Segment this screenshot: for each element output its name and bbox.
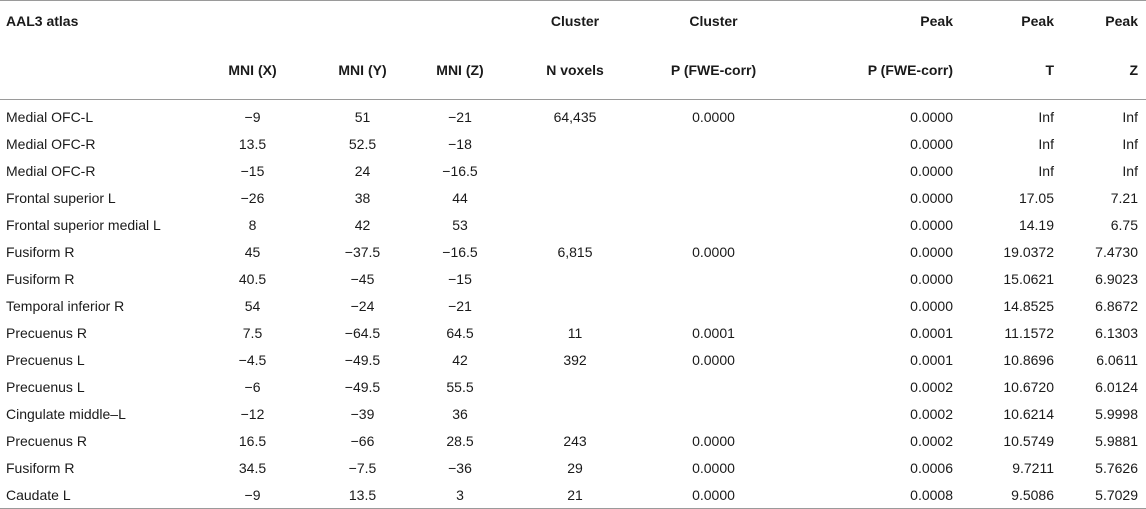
- cell-peak-t: 9.7211: [1012, 459, 1054, 476]
- cell-mni-y: −24: [350, 297, 375, 314]
- header-mni-z: MNI (Z): [436, 62, 484, 78]
- cell-mni-x: 54: [244, 297, 261, 314]
- cell-region: Temporal inferior R: [6, 297, 125, 314]
- cell-peak-p: 0.0000: [910, 297, 953, 314]
- cell-mni-z: −36: [448, 459, 472, 476]
- cell-region: Caudate L: [6, 486, 71, 503]
- table-row: [0, 157, 1146, 184]
- cell-mni-x: 16.5: [238, 432, 267, 449]
- table-body: [0, 100, 1146, 509]
- table-row: [0, 346, 1146, 373]
- table-row: [0, 373, 1146, 400]
- cell-mni-z: 44: [452, 189, 468, 206]
- header-peak-t: T: [1045, 62, 1054, 78]
- table-row: [0, 130, 1146, 157]
- cell-n-voxels: 6,815: [557, 243, 593, 260]
- header-peak-t-group: Peak: [1021, 13, 1054, 29]
- header-peak-p-group: Peak: [920, 13, 953, 29]
- cell-mni-y: −49.5: [344, 351, 381, 368]
- cell-mni-y: −37.5: [344, 243, 381, 260]
- cell-cluster-p: 0.0000: [692, 486, 735, 503]
- table-row: [0, 400, 1146, 427]
- cell-peak-p: 0.0000: [910, 189, 953, 206]
- cell-mni-z: 42: [452, 351, 468, 368]
- cell-peak-t: 19.0372: [1003, 243, 1054, 260]
- cell-peak-z: 5.9881: [1095, 432, 1138, 449]
- cell-mni-z: −21: [448, 297, 472, 314]
- cell-peak-t: 17.05: [1018, 189, 1054, 206]
- table-row: [0, 454, 1146, 481]
- cell-mni-y: 51: [354, 108, 371, 125]
- cell-region: Cingulate middle–L: [6, 405, 126, 422]
- cell-cluster-p: [640, 265, 787, 292]
- cell-mni-x: 34.5: [238, 459, 267, 476]
- cell-peak-p: 0.0002: [910, 405, 953, 422]
- cell-peak-z: 6.0611: [1096, 351, 1138, 368]
- cell-region: Frontal superior L: [6, 189, 116, 206]
- cell-mni-y: −39: [350, 405, 375, 422]
- cell-region: Fusiform R: [6, 243, 75, 260]
- cell-mni-y: −7.5: [348, 459, 377, 476]
- cell-cluster-p: [640, 211, 787, 238]
- cell-peak-t: 9.5086: [1011, 486, 1054, 503]
- header-peak-p: P (FWE-corr): [867, 62, 953, 78]
- header-cluster-voxels-group: Cluster: [550, 13, 600, 29]
- cell-mni-y: −64.5: [344, 324, 381, 341]
- header-n-voxels: N voxels: [546, 62, 604, 78]
- cell-mni-z: 36: [452, 405, 468, 422]
- cell-cluster-p: [640, 373, 787, 400]
- cell-region: Precuenus L: [6, 351, 85, 368]
- cell-mni-x: −9: [244, 486, 261, 503]
- cell-n-voxels: [510, 292, 640, 319]
- cell-peak-p: 0.0000: [910, 135, 953, 152]
- cell-mni-x: −15: [240, 162, 265, 179]
- cell-peak-z: Inf: [1122, 135, 1138, 152]
- cell-peak-t: 10.5749: [1003, 432, 1054, 449]
- cell-mni-z: −21: [448, 108, 472, 125]
- cell-mni-z: −15: [448, 270, 472, 287]
- cell-region: Medial OFC-L: [6, 108, 94, 125]
- cell-mni-x: −6: [244, 378, 261, 395]
- cell-peak-p: 0.0002: [910, 378, 953, 395]
- cell-mni-x: −26: [240, 189, 265, 206]
- cell-peak-p: 0.0000: [910, 216, 953, 233]
- cell-mni-y: 24: [354, 162, 371, 179]
- cell-mni-y: 38: [354, 189, 371, 206]
- cell-region: Precuenus L: [6, 378, 85, 395]
- cell-mni-z: 64.5: [446, 324, 474, 341]
- cell-peak-t: Inf: [1038, 135, 1054, 152]
- cell-mni-x: 7.5: [242, 324, 263, 341]
- cell-mni-z: −18: [448, 135, 472, 152]
- cell-peak-p: 0.0000: [910, 108, 953, 125]
- cell-mni-x: 8: [248, 216, 257, 233]
- cell-n-voxels: [510, 211, 640, 238]
- cell-peak-t: Inf: [1038, 108, 1054, 125]
- header-row-2: [0, 41, 1146, 100]
- table-row: [0, 184, 1146, 211]
- cell-peak-z: 5.9998: [1095, 405, 1138, 422]
- cell-n-voxels: [510, 400, 640, 427]
- cell-peak-p: 0.0001: [910, 351, 953, 368]
- cell-n-voxels: [510, 373, 640, 400]
- cell-cluster-p: 0.0001: [692, 324, 735, 341]
- cell-mni-z: 28.5: [446, 432, 474, 449]
- cell-region: Fusiform R: [6, 459, 75, 476]
- cell-cluster-p: 0.0000: [692, 243, 735, 260]
- cell-cluster-p: 0.0000: [692, 459, 735, 476]
- cell-mni-z: 55.5: [446, 378, 474, 395]
- cell-n-voxels: 29: [567, 459, 583, 476]
- cell-n-voxels: 243: [563, 432, 587, 449]
- cell-peak-t: 10.6720: [1003, 378, 1054, 395]
- cell-peak-p: 0.0006: [910, 459, 953, 476]
- cell-mni-y: −66: [350, 432, 375, 449]
- cell-peak-t: 14.8525: [1003, 297, 1054, 314]
- cell-mni-x: −12: [240, 405, 265, 422]
- cell-peak-t: Inf: [1038, 162, 1054, 179]
- cell-n-voxels: 392: [563, 351, 587, 368]
- cell-cluster-p: [640, 292, 787, 319]
- table-row: [0, 481, 1146, 509]
- cell-peak-t: 10.6214: [1003, 405, 1054, 422]
- cell-cluster-p: 0.0000: [692, 108, 735, 125]
- header-mni-y: MNI (Y): [338, 62, 387, 78]
- header-peak-z: Z: [1129, 62, 1138, 78]
- header-peak-z-group: Peak: [1105, 13, 1138, 29]
- cell-peak-z: 6.1303: [1095, 324, 1138, 341]
- table-row: [0, 265, 1146, 292]
- cell-mni-z: 53: [452, 216, 468, 233]
- cell-cluster-p: [640, 400, 787, 427]
- cell-n-voxels: [510, 157, 640, 184]
- cell-peak-p: 0.0000: [910, 270, 953, 287]
- cell-mni-y: 42: [354, 216, 371, 233]
- cell-n-voxels: [510, 265, 640, 292]
- table-row: [0, 292, 1146, 319]
- cell-peak-p: 0.0002: [910, 432, 953, 449]
- cell-n-voxels: [510, 130, 640, 157]
- cell-peak-z: 7.21: [1110, 189, 1138, 206]
- cell-mni-z: −16.5: [442, 162, 478, 179]
- cell-cluster-p: [640, 130, 787, 157]
- cell-peak-t: 14.19: [1018, 216, 1054, 233]
- table-row: [0, 211, 1146, 238]
- cell-mni-x: −9: [244, 108, 261, 125]
- cell-cluster-p: [640, 184, 787, 211]
- cell-peak-z: 5.7029: [1095, 486, 1138, 503]
- table-row: [0, 319, 1146, 346]
- cell-mni-x: 13.5: [238, 135, 267, 152]
- cell-peak-t: 10.8696: [1003, 351, 1054, 368]
- table-row: [0, 100, 1146, 131]
- cell-peak-z: Inf: [1122, 108, 1138, 125]
- cell-peak-t: 15.0621: [1003, 270, 1054, 287]
- header-cluster-p-group: Cluster: [689, 13, 738, 29]
- cell-n-voxels: [510, 184, 640, 211]
- cell-region: Medial OFC-R: [6, 162, 96, 179]
- header-atlas: AAL3 atlas: [6, 13, 79, 29]
- cell-peak-z: 6.0124: [1095, 378, 1138, 395]
- cell-peak-z: 6.75: [1110, 216, 1138, 233]
- header-blank: [410, 1, 510, 42]
- header-cluster-p: P (FWE-corr): [670, 62, 757, 78]
- header-blank: [315, 1, 410, 42]
- cell-cluster-p: [640, 157, 787, 184]
- cell-peak-z: Inf: [1122, 162, 1138, 179]
- cell-peak-t: 11.1572: [1004, 324, 1054, 341]
- cell-cluster-p: 0.0000: [692, 351, 735, 368]
- header-mni-x: MNI (X): [228, 62, 277, 78]
- cell-region: Fusiform R: [6, 270, 75, 287]
- header-row-1: [0, 1, 1146, 42]
- cell-region: Medial OFC-R: [6, 135, 96, 152]
- cell-mni-y: 13.5: [348, 486, 377, 503]
- table-row: [0, 427, 1146, 454]
- cell-region: Precuenus R: [6, 432, 87, 449]
- cell-peak-p: 0.0001: [910, 324, 953, 341]
- cell-mni-x: 40.5: [238, 270, 267, 287]
- cell-region: Frontal superior medial L: [6, 216, 161, 233]
- cell-mni-y: −45: [350, 270, 375, 287]
- cell-peak-z: 6.9023: [1095, 270, 1138, 287]
- cell-n-voxels: 11: [567, 324, 583, 341]
- cell-mni-z: 3: [456, 486, 464, 503]
- cell-peak-z: 7.4730: [1095, 243, 1138, 260]
- cell-mni-z: −16.5: [442, 243, 478, 260]
- cell-region: Precuenus R: [6, 324, 87, 341]
- cell-mni-x: −4.5: [238, 351, 267, 368]
- cell-mni-x: 45: [244, 243, 261, 260]
- cell-peak-p: 0.0008: [910, 486, 953, 503]
- cell-peak-z: 6.8672: [1095, 297, 1138, 314]
- cell-cluster-p: 0.0000: [692, 432, 735, 449]
- cell-peak-p: 0.0000: [910, 243, 953, 260]
- table-row: [0, 238, 1146, 265]
- header-blank: [190, 1, 315, 42]
- cell-n-voxels: 64,435: [553, 108, 597, 125]
- cell-mni-y: −49.5: [344, 378, 381, 395]
- header-blank: [0, 41, 190, 100]
- cell-mni-y: 52.5: [348, 135, 377, 152]
- cell-peak-z: 5.7626: [1095, 459, 1138, 476]
- cell-n-voxels: 21: [567, 486, 583, 503]
- cell-peak-p: 0.0000: [910, 162, 953, 179]
